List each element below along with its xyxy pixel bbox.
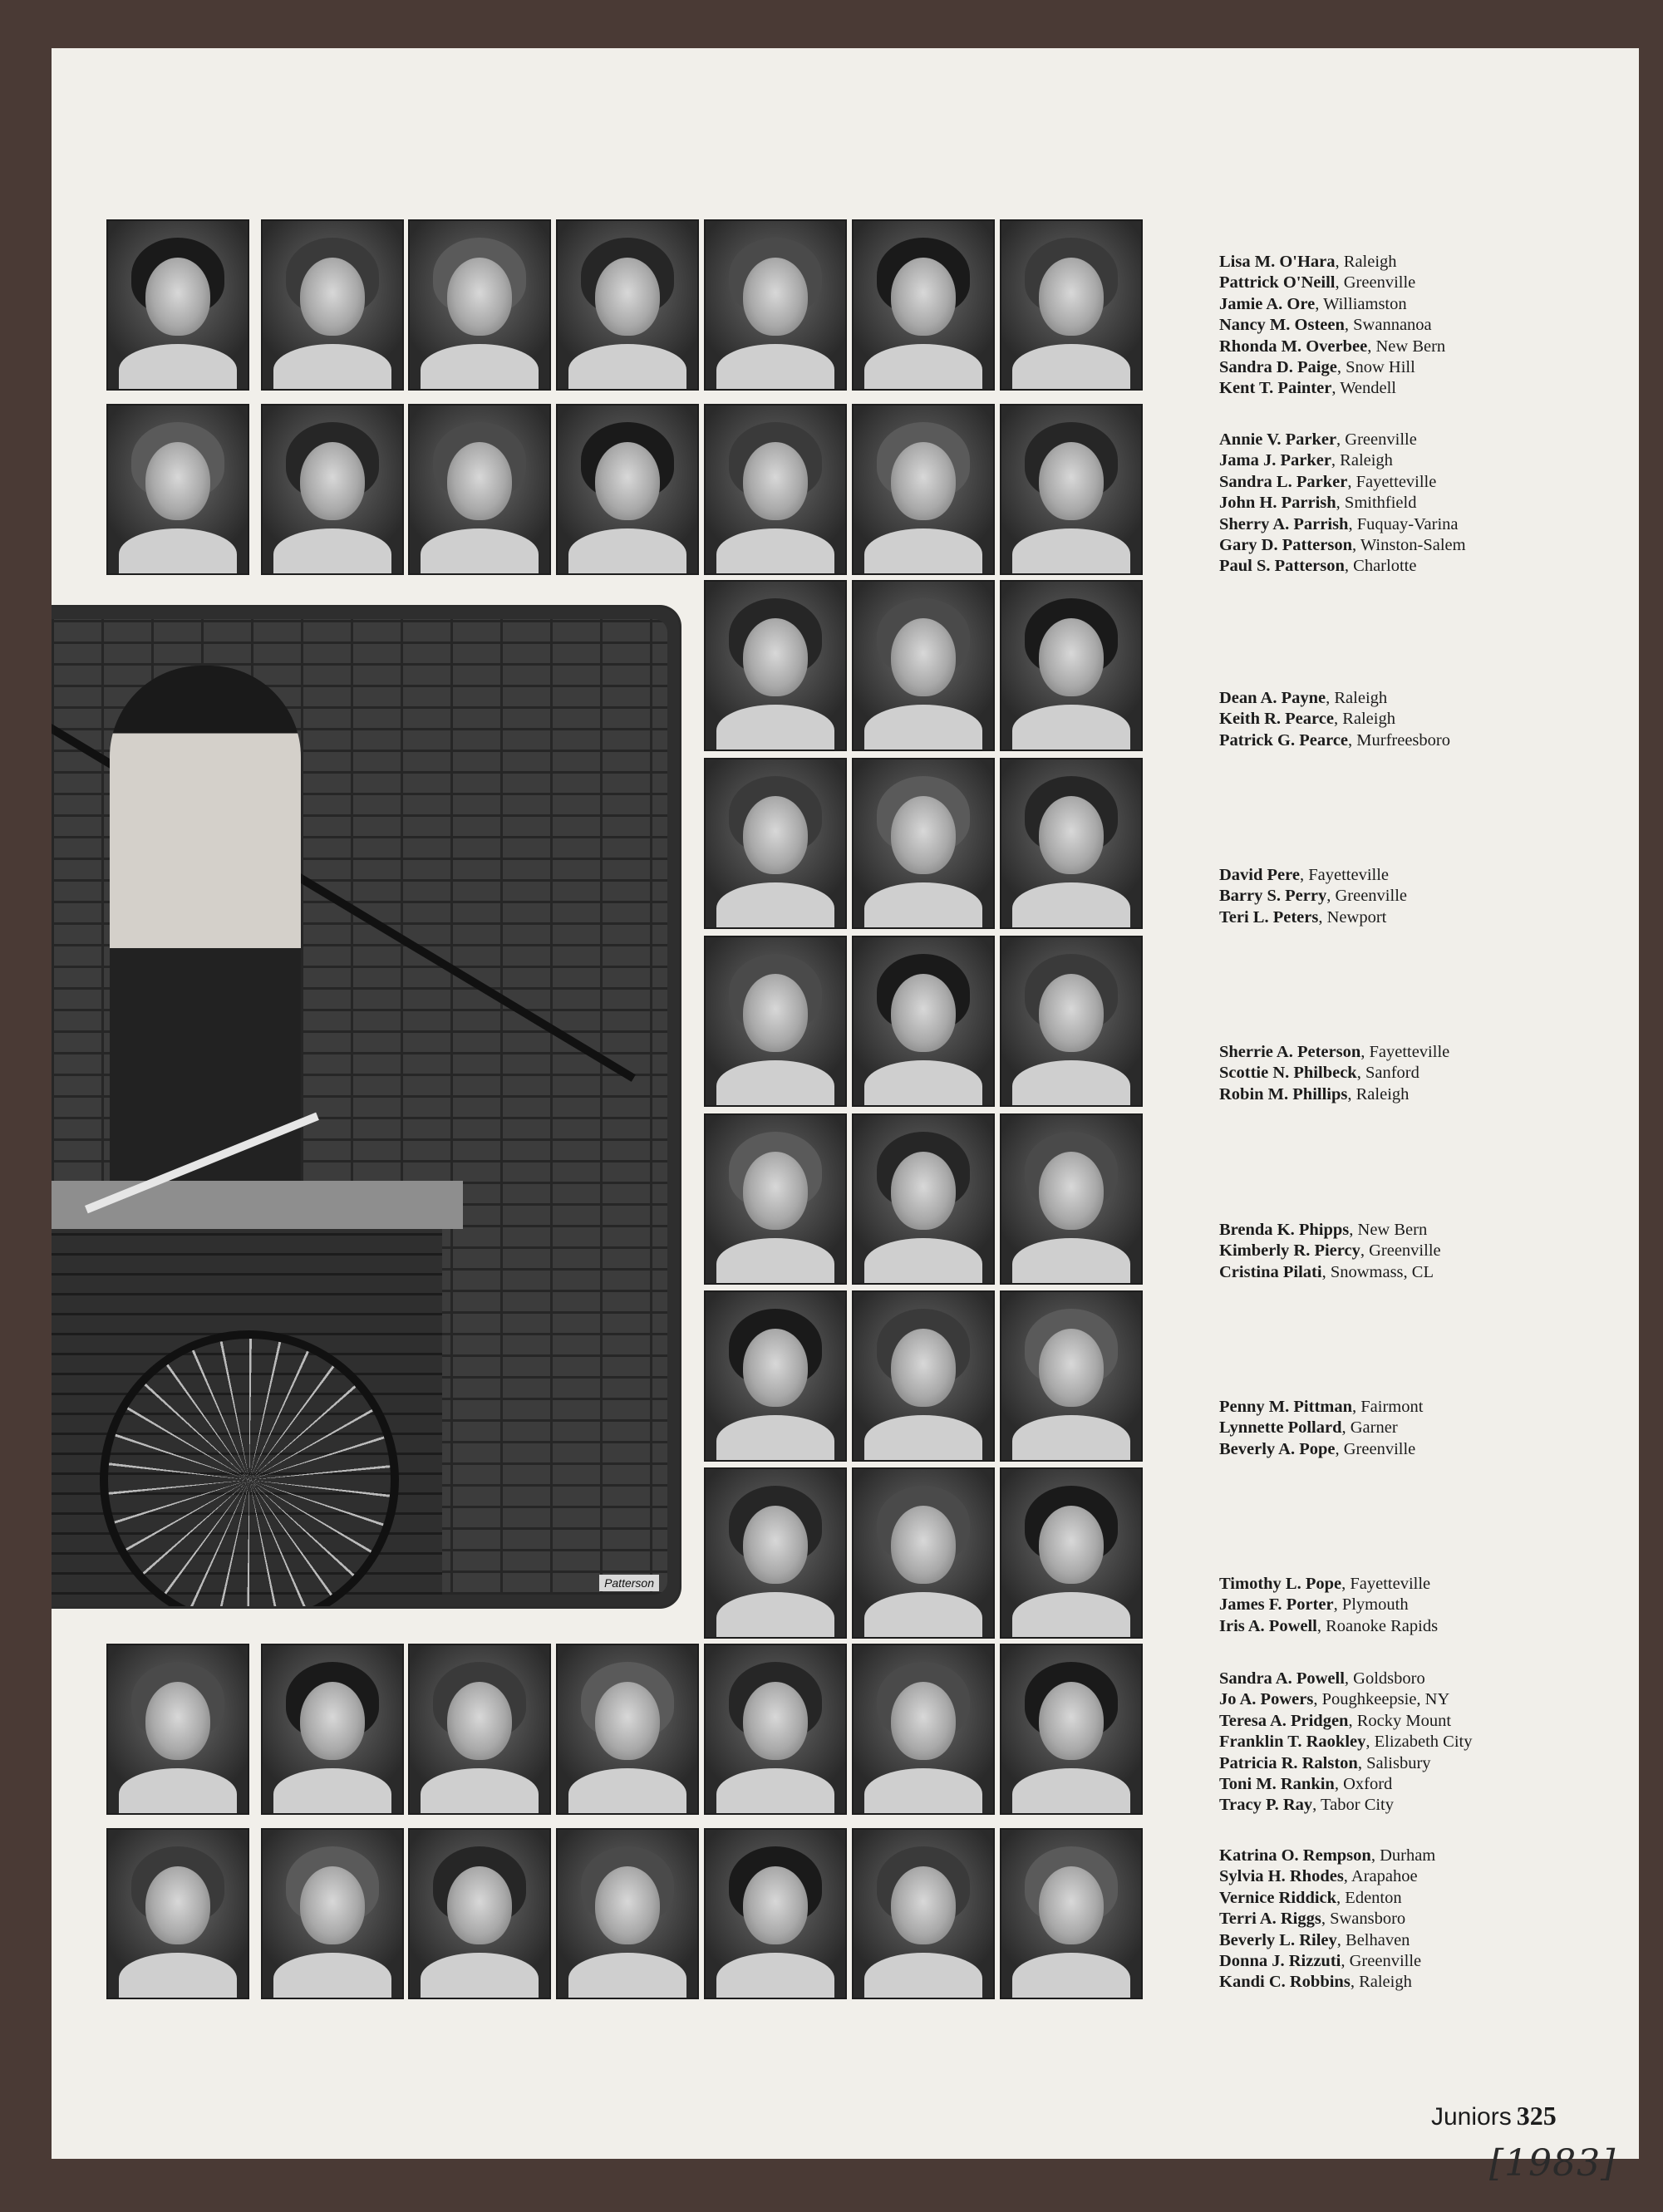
caption-line: [1219, 1846, 1568, 1866]
student-name: Lynnette Pollard: [1219, 1418, 1342, 1438]
caption-group: [1219, 1669, 1568, 1816]
student-hometown: , Garner: [1341, 1418, 1398, 1438]
student-name: Jo A. Powers: [1219, 1690, 1314, 1709]
student-name: Brenda K. Phipps: [1219, 1221, 1350, 1239]
student-name: Teresa A. Pridgen: [1219, 1711, 1349, 1730]
student-name: Scottie N. Philbeck: [1219, 1064, 1357, 1083]
student-portrait: [852, 580, 995, 751]
caption-line: [1219, 1063, 1568, 1084]
caption-line: [1219, 337, 1568, 357]
student-name: Cristina Pilati: [1219, 1262, 1322, 1281]
student-portrait: [106, 1828, 249, 1999]
student-name: Kandi C. Robbins: [1219, 1973, 1351, 1992]
student-portrait: [408, 1828, 551, 1999]
student-hometown: , Fayetteville: [1360, 1043, 1450, 1061]
student-portrait: [704, 404, 847, 575]
student-hometown: , Charlotte: [1344, 557, 1417, 576]
caption-line: [1219, 273, 1568, 293]
student-hometown: , Arapahoe: [1343, 1867, 1418, 1886]
student-portrait: [408, 404, 551, 575]
caption-line: [1219, 1397, 1568, 1418]
student-hometown: , Snow Hill: [1336, 358, 1415, 377]
student-hometown: , Williamston: [1315, 294, 1407, 313]
caption-group: [1219, 1846, 1568, 1993]
caption-line: [1219, 1241, 1568, 1261]
student-portrait: [704, 1113, 847, 1285]
student-name: Donna J. Rizzuti: [1219, 1952, 1341, 1971]
student-hometown: , Newport: [1318, 907, 1387, 927]
student-name: Nancy M. Osteen: [1219, 316, 1345, 335]
student-portrait: [1000, 219, 1143, 391]
student-name: Toni M. Rankin: [1219, 1775, 1335, 1794]
student-name: Jama J. Parker: [1219, 451, 1331, 470]
student-name: Tracy P. Ray: [1219, 1796, 1313, 1815]
student-name: Pattrick O'Neill: [1219, 273, 1336, 292]
caption-line: [1219, 357, 1568, 378]
caption-line: [1219, 514, 1568, 535]
photo-credit: Patterson: [599, 1575, 659, 1591]
caption-line: [1219, 1774, 1568, 1795]
student-name: James F. Porter: [1219, 1595, 1334, 1615]
student-portrait: [1000, 1113, 1143, 1285]
caption-group: [1219, 1220, 1568, 1283]
student-hometown: , Greenville: [1360, 1241, 1441, 1261]
student-portrait: [852, 1644, 995, 1815]
student-hometown: , Murfreesboro: [1348, 730, 1450, 750]
student-name: Patricia R. Ralston: [1219, 1753, 1358, 1772]
student-name: Dean A. Payne: [1219, 689, 1326, 707]
caption-line: [1219, 450, 1568, 471]
caption-line: [1219, 1711, 1568, 1732]
student-hometown: , Greenville: [1341, 1952, 1422, 1971]
caption-group: [1219, 688, 1568, 751]
student-name: Vernice Riddick: [1219, 1888, 1337, 1907]
student-portrait: [852, 219, 995, 391]
page-number: 325: [1516, 2101, 1557, 2131]
caption-line: [1219, 1220, 1568, 1241]
student-name: Katrina O. Rempson: [1219, 1846, 1371, 1865]
student-portrait: [106, 219, 249, 391]
caption-line: [1219, 730, 1568, 751]
handwritten-year: [1983]: [1489, 2142, 1616, 2185]
caption-line: [1219, 1888, 1568, 1909]
student-name: Iris A. Powell: [1219, 1616, 1317, 1635]
caption-line: [1219, 1418, 1568, 1438]
caption-line: [1219, 1616, 1568, 1637]
caption-line: [1219, 1262, 1568, 1283]
student-name: Sandra L. Parker: [1219, 472, 1348, 491]
student-hometown: , Fayetteville: [1299, 866, 1390, 884]
student-hometown: , Greenville: [1335, 273, 1416, 292]
caption-line: [1219, 688, 1568, 709]
student-name: Patrick G. Pearce: [1219, 730, 1349, 750]
student-hometown: , Sanford: [1356, 1064, 1419, 1083]
candid-photo: [52, 605, 681, 1609]
student-name: Terri A. Riggs: [1219, 1910, 1321, 1929]
student-hometown: , Greenville: [1326, 887, 1407, 906]
student-hometown: , Tabor City: [1312, 1796, 1395, 1815]
caption-line: [1219, 1042, 1568, 1063]
student-portrait: [556, 1644, 699, 1815]
student-name: Jamie A. Ore: [1219, 294, 1316, 313]
student-name: Sherrie A. Peterson: [1219, 1043, 1361, 1061]
caption-group: [1219, 865, 1568, 928]
caption-line: [1219, 472, 1568, 493]
student-hometown: , Belhaven: [1336, 1930, 1410, 1949]
section-label: Juniors: [1431, 2103, 1512, 2131]
caption-line: [1219, 1930, 1568, 1951]
caption-line: [1219, 1595, 1568, 1615]
student-portrait: [704, 1290, 847, 1462]
caption-line: [1219, 430, 1568, 450]
caption-group: [1219, 252, 1568, 400]
caption-line: [1219, 378, 1568, 399]
student-portrait: [1000, 1644, 1143, 1815]
caption-line: [1219, 709, 1568, 730]
student-portrait: [556, 1828, 699, 1999]
student-portrait: [1000, 758, 1143, 929]
student-hometown: , Durham: [1370, 1846, 1436, 1865]
caption-line: [1219, 535, 1568, 556]
student-portrait: [852, 758, 995, 929]
caption-line: [1219, 1084, 1568, 1105]
student-name: Beverly A. Pope: [1219, 1439, 1336, 1458]
student-portrait: [1000, 1467, 1143, 1639]
student-hometown: , Salisbury: [1357, 1753, 1431, 1772]
caption-line: [1219, 907, 1568, 928]
student-hometown: , Greenville: [1336, 430, 1417, 449]
student-name: Keith R. Pearce: [1219, 710, 1334, 729]
student-hometown: , New Bern: [1367, 337, 1446, 356]
student-hometown: , Raleigh: [1326, 689, 1388, 707]
student-portrait: [556, 404, 699, 575]
student-hometown: , Raleigh: [1331, 451, 1393, 470]
student-name: Gary D. Patterson: [1219, 536, 1352, 555]
student-portrait: [1000, 580, 1143, 751]
student-portrait: [261, 1644, 404, 1815]
student-name: Sandra D. Paige: [1219, 358, 1337, 377]
student-hometown: , Snowmass, CL: [1321, 1262, 1434, 1281]
student-hometown: , Winston-Salem: [1351, 536, 1466, 555]
student-hometown: , Fuquay-Varina: [1348, 514, 1459, 533]
student-name: Sandra A. Powell: [1219, 1669, 1345, 1688]
caption-line: [1219, 1753, 1568, 1774]
caption-group: [1219, 1574, 1568, 1637]
student-portrait: [704, 580, 847, 751]
caption-group: [1219, 1397, 1568, 1460]
student-name: Franklin T. Raokley: [1219, 1733, 1366, 1752]
student-hometown: , Greenville: [1335, 1439, 1416, 1458]
student-hometown: , Rocky Mount: [1348, 1711, 1452, 1730]
student-name: Timothy L. Pope: [1219, 1575, 1342, 1593]
student-hometown: , Raleigh: [1335, 253, 1397, 271]
student-portrait: [106, 1644, 249, 1815]
student-name: Barry S. Perry: [1219, 887, 1327, 906]
student-portrait: [704, 1828, 847, 1999]
student-hometown: , Raleigh: [1350, 1973, 1412, 1992]
student-name: Annie V. Parker: [1219, 430, 1337, 449]
student-hometown: , Raleigh: [1333, 710, 1395, 729]
student-portrait: [106, 404, 249, 575]
student-name: Lisa M. O'Hara: [1219, 253, 1336, 271]
student-hometown: , Plymouth: [1333, 1595, 1409, 1615]
student-figure: [110, 666, 301, 1231]
student-name: Kent T. Painter: [1219, 379, 1332, 398]
caption-line: [1219, 1909, 1568, 1929]
student-portrait: [704, 936, 847, 1107]
student-portrait: [556, 219, 699, 391]
student-hometown: , Roanoke Rapids: [1316, 1616, 1439, 1635]
student-hometown: , Poughkeepsie, NY: [1313, 1690, 1450, 1709]
student-portrait: [852, 1290, 995, 1462]
student-portrait: [704, 758, 847, 929]
caption-line: [1219, 493, 1568, 514]
student-portrait: [1000, 1290, 1143, 1462]
student-portrait: [261, 1828, 404, 1999]
student-name: Kimberly R. Piercy: [1219, 1241, 1360, 1261]
caption-line: [1219, 1689, 1568, 1710]
student-portrait: [261, 404, 404, 575]
caption-line: [1219, 1951, 1568, 1972]
stone-ledge: [52, 1181, 463, 1229]
student-name: John H. Parrish: [1219, 494, 1336, 513]
student-portrait: [852, 404, 995, 575]
student-hometown: , Smithfield: [1336, 494, 1417, 513]
student-name: Penny M. Pittman: [1219, 1398, 1352, 1416]
caption-line: [1219, 1866, 1568, 1887]
student-hometown: , Raleigh: [1347, 1084, 1410, 1104]
student-name: Beverly L. Riley: [1219, 1930, 1337, 1949]
caption-line: [1219, 315, 1568, 336]
student-hometown: , Elizabeth City: [1365, 1733, 1473, 1752]
student-hometown: , Swansboro: [1321, 1910, 1406, 1929]
student-name: David Pere: [1219, 866, 1300, 884]
student-hometown: , Oxford: [1334, 1775, 1393, 1794]
caption-line: [1219, 1732, 1568, 1752]
student-portrait: [852, 1113, 995, 1285]
student-hometown: , Fayetteville: [1347, 472, 1437, 491]
student-name: Sherry A. Parrish: [1219, 514, 1349, 533]
caption-line: [1219, 1795, 1568, 1816]
student-hometown: , Wendell: [1331, 379, 1397, 398]
caption-line: [1219, 886, 1568, 907]
caption-line: [1219, 1972, 1568, 1993]
student-name: Sylvia H. Rhodes: [1219, 1867, 1344, 1886]
student-hometown: , Fayetteville: [1341, 1575, 1431, 1593]
student-name: Paul S. Patterson: [1219, 557, 1345, 576]
caption-line: [1219, 1574, 1568, 1595]
student-hometown: , Swannanoa: [1344, 316, 1432, 335]
student-hometown: , Edenton: [1336, 1888, 1402, 1907]
caption-line: [1219, 865, 1568, 886]
caption-line: [1219, 252, 1568, 273]
student-hometown: , Fairmont: [1352, 1398, 1424, 1416]
student-name: Rhonda M. Overbee: [1219, 337, 1368, 356]
student-hometown: , New Bern: [1349, 1221, 1428, 1239]
student-portrait: [408, 219, 551, 391]
caption-line: [1219, 556, 1568, 577]
student-portrait: [852, 1828, 995, 1999]
caption-line: [1219, 1439, 1568, 1460]
student-hometown: , Goldsboro: [1344, 1669, 1425, 1688]
caption-line: [1219, 1669, 1568, 1689]
student-portrait: [852, 1467, 995, 1639]
student-portrait: [408, 1644, 551, 1815]
student-portrait: [704, 1467, 847, 1639]
yearbook-page: [52, 48, 1639, 2185]
student-portrait: [852, 936, 995, 1107]
student-name: Teri L. Peters: [1219, 907, 1319, 927]
caption-group: [1219, 430, 1568, 578]
student-portrait: [1000, 1828, 1143, 1999]
caption-line: [1219, 294, 1568, 315]
page-folio: [1431, 2101, 1557, 2131]
student-portrait: [704, 219, 847, 391]
student-portrait: [261, 219, 404, 391]
caption-group: [1219, 1042, 1568, 1105]
student-portrait: [1000, 936, 1143, 1107]
student-portrait: [1000, 404, 1143, 575]
student-name: Robin M. Phillips: [1219, 1084, 1348, 1104]
student-portrait: [704, 1644, 847, 1815]
